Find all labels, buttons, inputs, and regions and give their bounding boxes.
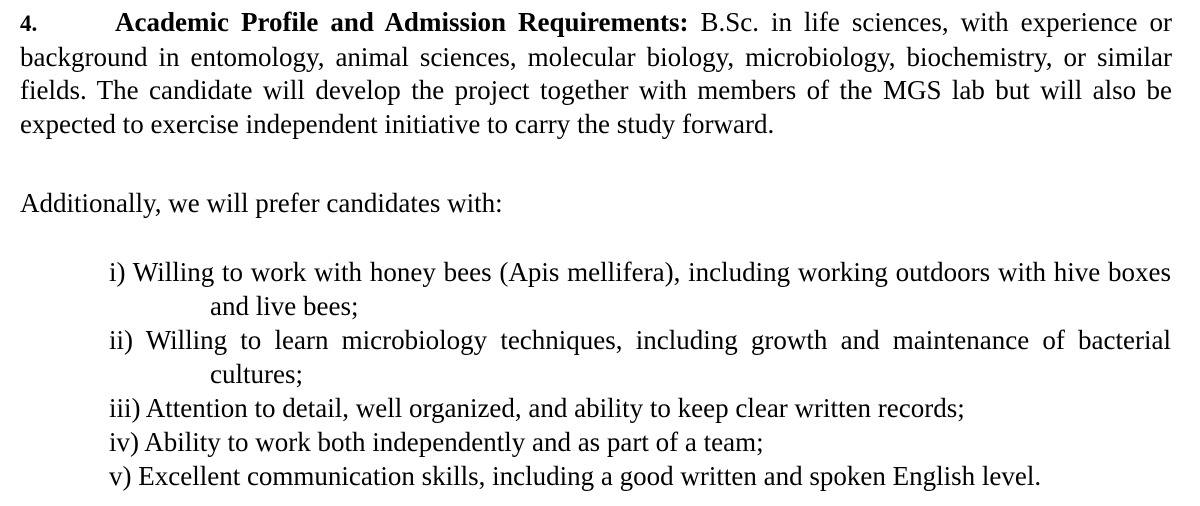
preferences-intro: Additionally, we will prefer candidates with: — [20, 188, 503, 218]
section-number: 4. — [20, 11, 38, 36]
section-body: B.Sc. in life sciences, with experience or background in entomology, animal sciences, molecular biology, microbiology, biochemistry, or similar fields. The candidate will develop the project together with members of the MGS lab but will also be expected to exercise independent initiative to carry the study forward. — [20, 7, 1172, 139]
preference-item: iii) Attention to detail, well organized, and ability to keep clear written records; — [109, 393, 965, 423]
section-heading: Academic Profile and Admission Requirements: — [115, 7, 689, 37]
preferences-list — [109, 255, 1171, 493]
preference-item: ii) Willing to learn microbiology techniques, including growth and maintenance of bacterial cultures; — [109, 325, 1171, 389]
admission-requirements-paragraph — [20, 6, 1172, 141]
preference-item: i) Willing to work with honey bees (Apis mellifera), including working outdoors with hive boxes and live bees; — [109, 257, 1171, 321]
preference-item: v) Excellent communication skills, including a good written and spoken English level. — [109, 461, 1042, 491]
preference-item: iv) Ability to work both independently and as part of a team; — [109, 427, 764, 457]
